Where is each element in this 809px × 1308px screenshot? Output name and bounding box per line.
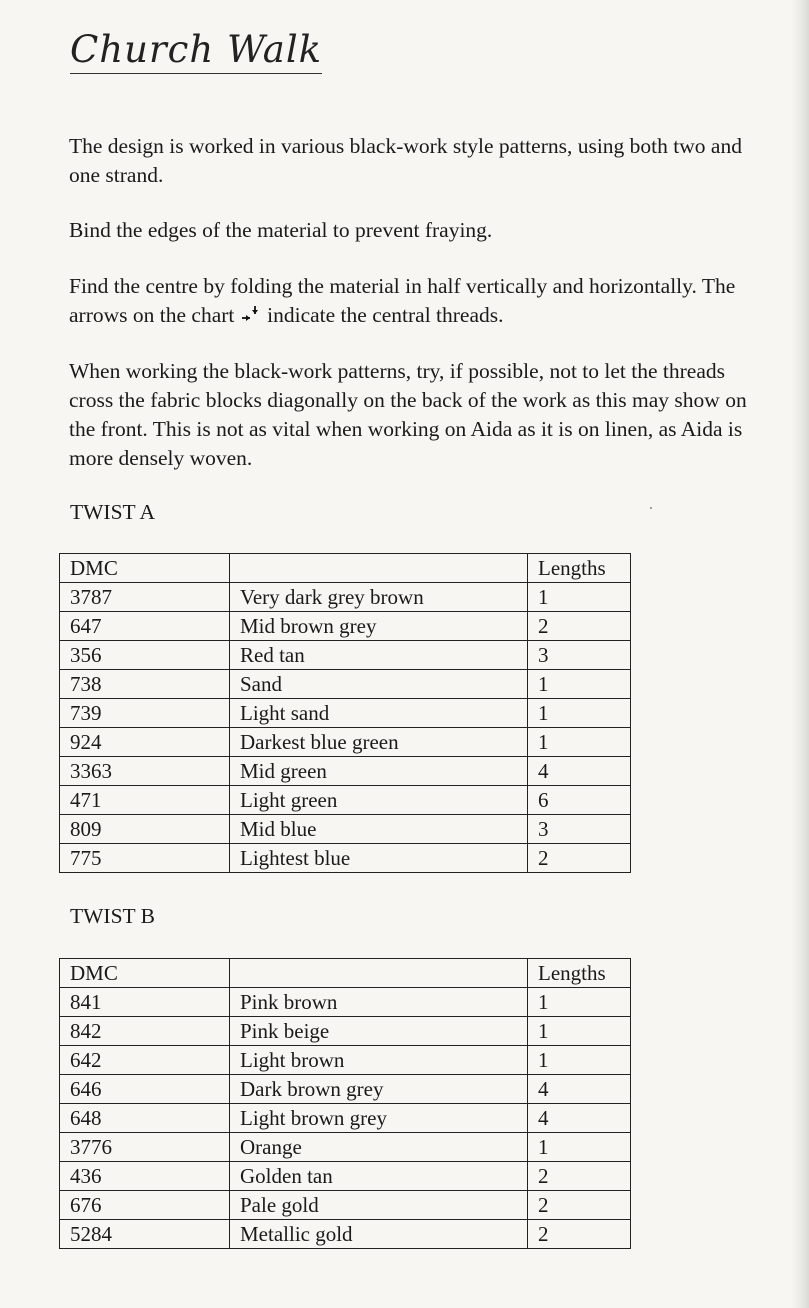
twist-a-header-cell: DMC (60, 554, 230, 583)
dmc-number-cell: 842 (60, 1017, 230, 1046)
lengths-cell: 2 (528, 612, 631, 641)
lengths-cell: 1 (528, 1133, 631, 1162)
lengths-cell: 1 (528, 1017, 631, 1046)
page-title: Church Walk (70, 28, 322, 74)
colour-name-cell: Light sand (230, 699, 528, 728)
lengths-cell: 1 (528, 699, 631, 728)
colour-name-cell: Mid green (230, 757, 528, 786)
twist-b-row (60, 1162, 631, 1191)
twist-a-row (60, 728, 631, 757)
lengths-cell: 2 (528, 1191, 631, 1220)
lengths-cell: 2 (528, 1162, 631, 1191)
blackwork-paragraph: When working the black-work patterns, try, if possible, not to let the threads cross the fabric blocks diagonally on the back of the work as this may show on the front. This is not as vital when working on Aida as it is on linen, as Aida is more densely woven. (69, 359, 747, 470)
dmc-number-cell: 3787 (60, 583, 230, 612)
lengths-cell: 1 (528, 1046, 631, 1075)
colour-name-cell: Lightest blue (230, 844, 528, 873)
twist-b-row (60, 988, 631, 1017)
twist-b-row (60, 1046, 631, 1075)
twist-a-row (60, 699, 631, 728)
scan-edge-shadow (791, 0, 809, 1308)
colour-name-cell: Sand (230, 670, 528, 699)
lengths-cell: 1 (528, 670, 631, 699)
colour-name-cell: Dark brown grey (230, 1075, 528, 1104)
binding-paragraph: Bind the edges of the material to prevent fraying. (69, 218, 493, 242)
twist-b-row (60, 1191, 631, 1220)
dmc-number-cell: 775 (60, 844, 230, 873)
dmc-number-cell: 841 (60, 988, 230, 1017)
colour-name-cell: Pink brown (230, 988, 528, 1017)
dmc-number-cell: 3776 (60, 1133, 230, 1162)
dmc-number-cell: 646 (60, 1075, 230, 1104)
colour-name-cell: Pink beige (230, 1017, 528, 1046)
twist-b-header-cell (230, 959, 528, 988)
lengths-cell: 4 (528, 1075, 631, 1104)
colour-name-cell: Red tan (230, 641, 528, 670)
colour-name-cell: Light green (230, 786, 528, 815)
lengths-cell: 1 (528, 583, 631, 612)
twist-a-row (60, 583, 631, 612)
colour-name-cell: Darkest blue green (230, 728, 528, 757)
twist-b-row (60, 1104, 631, 1133)
twist-b-label: TWIST B (70, 904, 156, 928)
centre-paragraph (69, 272, 759, 330)
twist-b-row (60, 1220, 631, 1249)
lengths-cell: 3 (528, 815, 631, 844)
lengths-cell: 2 (528, 1220, 631, 1249)
colour-name-cell: Pale gold (230, 1191, 528, 1220)
dmc-number-cell: 647 (60, 612, 230, 641)
colour-name-cell: Metallic gold (230, 1220, 528, 1249)
dmc-number-cell: 924 (60, 728, 230, 757)
twist-b-table (59, 958, 631, 1249)
colour-name-cell: Orange (230, 1133, 528, 1162)
scan-speck (650, 507, 652, 509)
colour-name-cell: Mid blue (230, 815, 528, 844)
twist-a-label: TWIST A (70, 500, 156, 524)
lengths-cell: 1 (528, 728, 631, 757)
twist-a-row (60, 670, 631, 699)
twist-a-row (60, 815, 631, 844)
dmc-number-cell: 739 (60, 699, 230, 728)
twist-a-row (60, 786, 631, 815)
twist-b-header-cell: Lengths (528, 959, 631, 988)
dmc-number-cell: 648 (60, 1104, 230, 1133)
twist-a-table (59, 553, 631, 873)
colour-name-cell: Light brown (230, 1046, 528, 1075)
intro-paragraph: The design is worked in various black-work style patterns, using both two and one strand. (69, 134, 742, 187)
lengths-cell: 4 (528, 757, 631, 786)
lengths-cell: 3 (528, 641, 631, 670)
twist-b-header-row (60, 959, 631, 988)
dmc-number-cell: 676 (60, 1191, 230, 1220)
dmc-number-cell: 3363 (60, 757, 230, 786)
twist-b-row (60, 1133, 631, 1162)
centre-text-before: Find the centre by folding the material in half vertically and horizontally. The arrows on the chart (69, 274, 736, 327)
lengths-cell: 6 (528, 786, 631, 815)
twist-a-row (60, 757, 631, 786)
lengths-cell: 4 (528, 1104, 631, 1133)
dmc-number-cell: 738 (60, 670, 230, 699)
centre-text-after: indicate the central threads. (267, 303, 504, 327)
twist-b-row (60, 1075, 631, 1104)
dmc-number-cell: 471 (60, 786, 230, 815)
twist-b-row (60, 1017, 631, 1046)
lengths-cell: 1 (528, 988, 631, 1017)
colour-name-cell: Mid brown grey (230, 612, 528, 641)
dmc-number-cell: 642 (60, 1046, 230, 1075)
twist-b-header-cell: DMC (60, 959, 230, 988)
twist-a-row (60, 844, 631, 873)
dmc-number-cell: 436 (60, 1162, 230, 1191)
colour-name-cell: Light brown grey (230, 1104, 528, 1133)
twist-a-row (60, 641, 631, 670)
twist-a-header-cell: Lengths (528, 554, 631, 583)
center-arrows-icon (240, 303, 262, 323)
dmc-number-cell: 356 (60, 641, 230, 670)
twist-a-row (60, 612, 631, 641)
dmc-number-cell: 809 (60, 815, 230, 844)
twist-a-header-cell (230, 554, 528, 583)
colour-name-cell: Very dark grey brown (230, 583, 528, 612)
colour-name-cell: Golden tan (230, 1162, 528, 1191)
lengths-cell: 2 (528, 844, 631, 873)
twist-a-header-row (60, 554, 631, 583)
dmc-number-cell: 5284 (60, 1220, 230, 1249)
